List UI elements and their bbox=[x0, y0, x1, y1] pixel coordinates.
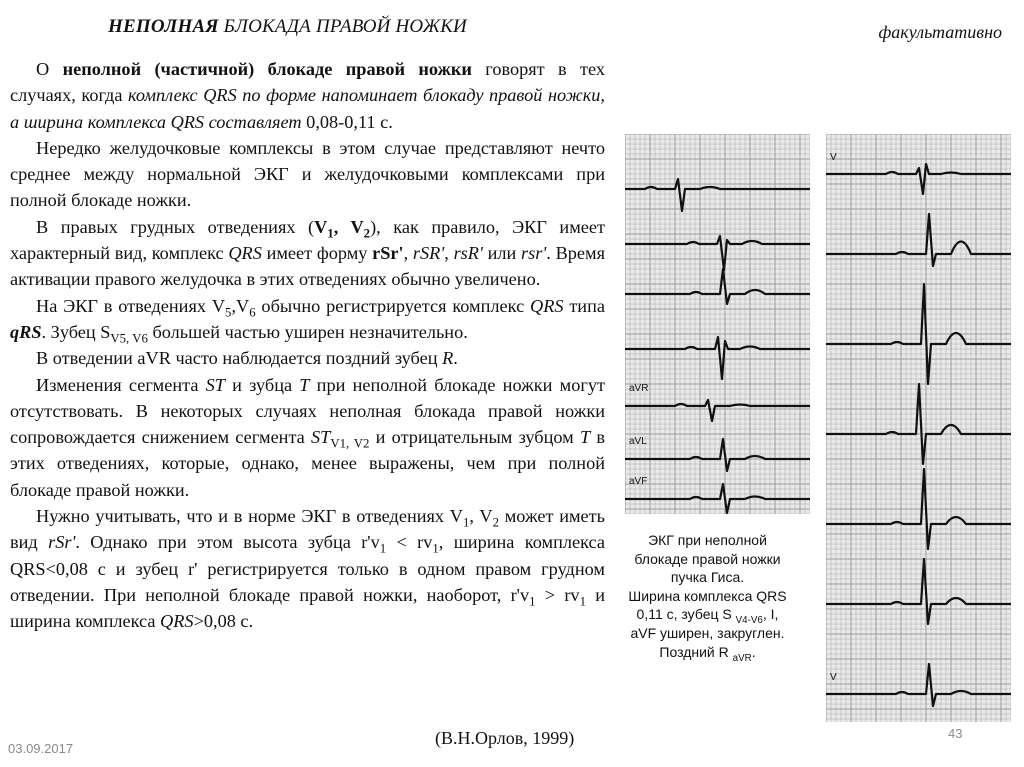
page-number: 43 bbox=[948, 726, 963, 741]
paragraph-4: На ЭКГ в отведениях $V_5,V_6$ обычно регистрируется комплекс QRS типа qRS. Зубец $S_{V5, V6}$ большей частью уширен незначительно. bbox=[10, 295, 605, 346]
ecg-image-left bbox=[625, 134, 810, 514]
paragraph-7: Нужно учитывать, что и в норме ЭКГ в отведениях $V_1$, $V_2$ может иметь вид rSr'. Однако при этом высота зубца $r'v_1 < rv_1$, ширина комплекса QRS<0,08 с и зубец r' регистрируется только в одном правом грудном отведении. При неполной блокаде правой ножки, наоборот, $r'v_1 > rv_1$ и ширина комплекса QRS>0,08 с. bbox=[10, 506, 606, 632]
ecg-label-left-7: aVF bbox=[629, 476, 648, 487]
paragraph-3: В правых грудных отведениях ($V_1$, $V_2$), как правило, ЭКГ имеет характерный вид, комплекс QRS имеет форму rSr', rSR', rsR' или rsr'. Время активации правого желудочка в этих отведениях обычно увеличено. bbox=[10, 216, 606, 290]
paragraph-5: В отведении aVR часто наблюдается поздний зубец R. bbox=[36, 348, 458, 369]
footer-date: 03.09.2017 bbox=[8, 741, 74, 756]
figure-caption: ЭКГ при неполной блокаде правой ножки пучка Гиса. Ширина комплекса QRS 0,11 с, зубец S $_{V4-V6}$, I, aVF уширен, закруглен. Поздний R $_{aVR}$. bbox=[628, 532, 787, 664]
paragraph-2: Нередко желудочковые комплексы в этом случае представляют нечто среднее между нормальной ЭКГ и желудочковыми комплексами при полной блокаде ножки. bbox=[10, 137, 605, 211]
ecg-image-right bbox=[826, 134, 1011, 722]
source-citation: (В.Н.Орлов, 1999) bbox=[435, 728, 575, 748]
paragraph-1: О неполной (частичной) блокаде правой ножки говорят в тех случаях, когда комплекс QRS по форме напоминает блокаду правой ножки, а ширина комплекса QRS составляет 0,08-0,11 с. bbox=[10, 59, 605, 132]
optional-tag: факультативно bbox=[878, 22, 1002, 42]
paragraph-6: Изменения сегмента ST и зубца T при неполной блокаде ножки могут отсутствовать. В некоторых случаях неполная блокада правой ножки сопровождается снижением сегмента $ST_{V1, V2}$ и отрицательным зубцом T в этих отведениях, которые, однако, менее выражены, чем при полной блокаде правой ножки. bbox=[10, 374, 606, 500]
ecg-label-right-1: V bbox=[830, 152, 837, 163]
title-rest: БЛОКАДА ПРАВОЙ НОЖКИ bbox=[218, 16, 467, 37]
ecg-label-right-7: V bbox=[830, 672, 837, 683]
ecg-label-left-5: aVR bbox=[629, 383, 649, 394]
title-bold: НЕПОЛНАЯ bbox=[108, 16, 219, 37]
slide-title bbox=[108, 16, 467, 38]
main-text bbox=[10, 56, 605, 635]
ecg-label-left-6: aVL bbox=[629, 436, 647, 447]
